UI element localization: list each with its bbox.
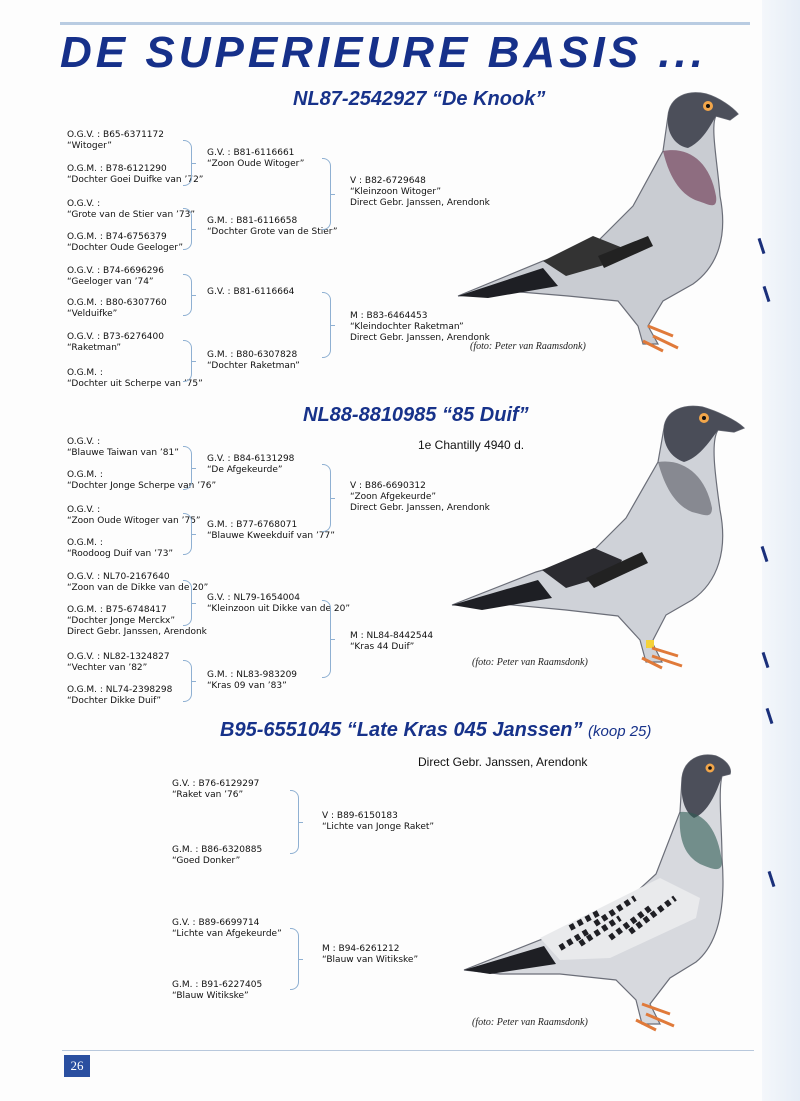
pedigree-entry: O.G.M. : “Roodoog Duif van ’73” <box>67 538 174 559</box>
footer-rule <box>62 1050 754 1051</box>
race-result-note: 1e Chantilly 4940 d. <box>418 438 525 452</box>
pedigree-entry: O.G.V. : NL82-1324827 “Vechter van ’82” <box>67 652 170 673</box>
pedigree-entry: O.G.M. : “Dochter Jonge Scherpe van ’76” <box>67 470 217 491</box>
bracket <box>183 274 192 316</box>
pedigree-entry: G.V. : B84-6131298 “De Afgekeurde” <box>207 454 295 475</box>
pedigree-entry: O.G.V. : “Grote van de Stier van ’73” <box>67 199 195 220</box>
pedigree-entry: O.G.V. : B73-6276400 “Raketman” <box>67 332 164 353</box>
pedigree-entry: O.G.V. : “Zoon Oude Witoger van ’75” <box>67 505 201 526</box>
pedigree-entry: G.V. : B76-6129297 “Raket van ’76” <box>172 779 260 800</box>
pigeon-title-1: NL87-2542927 “De Knook” <box>293 88 546 110</box>
photo-credit: (foto: Peter van Raamsdonk) <box>472 1017 588 1028</box>
pigeon-photo <box>446 400 752 672</box>
pedigree-entry: O.G.M. : B74-6756379 “Dochter Oude Geeloger” <box>67 232 184 253</box>
page-title: DE SUPERIEURE BASIS ... <box>60 22 750 81</box>
pedigree-entry: O.G.M. : B80-6307760 “Velduifke” <box>67 298 167 319</box>
pedigree-entry: O.G.V. : “Blauwe Taiwan van ’81” <box>67 437 179 458</box>
photo-credit: (foto: Peter van Raamsdonk) <box>470 341 586 352</box>
bracket <box>183 446 192 490</box>
pedigree-entry: V : B89-6150183 “Lichte van Jonge Raket” <box>322 811 435 832</box>
pedigree-entry: M : B83-6464453 “Kleindochter Raketman” Direct Gebr. Janssen, Arendonk <box>350 311 490 343</box>
pedigree-entry: O.G.M. : B78-6121290 “Dochter Goei Duifke van ’72” <box>67 164 204 185</box>
pedigree-entry: O.G.V. : B65-6371172 “Witoger” <box>67 130 164 151</box>
pedigree-entry: G.V. : B81-6116664 <box>207 287 295 297</box>
pedigree-entry: G.V. : B89-6699714 “Lichte van Afgekeurde” <box>172 918 282 939</box>
pigeon-photo <box>460 748 740 1038</box>
pedigree-entry: G.M. : NL83-983209 “Kras 09 van ’83” <box>207 670 298 691</box>
pedigree-entry: O.G.M. : “Dochter uit Scherpe van ’75” <box>67 368 203 389</box>
page-number: 26 <box>64 1055 90 1077</box>
pigeon-title-2: NL88-8810985 “85 Duif” <box>303 404 529 426</box>
pedigree-entry: G.M. : B80-6307828 “Dochter Raketman” <box>207 350 300 371</box>
bracket <box>183 340 192 382</box>
pedigree-entry: G.V. : NL79-1654004 “Kleinzoon uit Dikke van de 20” <box>207 593 350 614</box>
pedigree-entry: M : NL84-8442544 “Kras 44 Duif” <box>350 631 434 652</box>
pedigree-entry: G.M. : B86-6320885 “Goed Donker” <box>172 845 263 866</box>
bracket <box>290 790 299 854</box>
photo-credit: (foto: Peter van Raamsdonk) <box>472 657 588 668</box>
bracket <box>290 928 299 990</box>
pedigree-entry: M : B94-6261212 “Blauw van Witikske” <box>322 944 419 965</box>
bracket <box>183 140 192 186</box>
bracket <box>183 208 192 250</box>
pedigree-entry: O.G.V. : NL70-2167640 “Zoon van de Dikke van de 20” <box>67 572 209 593</box>
bracket <box>322 158 331 230</box>
pedigree-entry: O.G.M. : B75-6748417 “Dochter Jonge Merckx” Direct Gebr. Janssen, Arendonk <box>67 605 207 637</box>
bracket <box>322 600 331 678</box>
bracket <box>183 580 192 626</box>
page-edge <box>762 0 800 1101</box>
pedigree-entry: G.M. : B81-6116658 “Dochter Grote van de Stier” <box>207 216 338 237</box>
bracket <box>183 513 192 555</box>
pedigree-entry: O.G.M. : NL74-2398298 “Dochter Dikke Duif” <box>67 685 173 706</box>
pedigree-entry: G.V. : B81-6116661 “Zoon Oude Witoger” <box>207 148 305 169</box>
pedigree-entry: G.M. : B77-6768071 “Blauwe Kweekduif van ’77” <box>207 520 335 541</box>
origin-note: Direct Gebr. Janssen, Arendonk <box>418 755 588 769</box>
bracket <box>322 292 331 358</box>
pedigree-entry: G.M. : B91-6227405 “Blauw Witikske” <box>172 980 263 1001</box>
bracket <box>183 660 192 702</box>
bracket <box>322 464 331 532</box>
pedigree-entry: O.G.V. : B74-6696296 “Geeloger van ’74” <box>67 266 164 287</box>
pedigree-entry: V : B82-6729648 “Kleinzoon Witoger” Direct Gebr. Janssen, Arendonk <box>350 176 490 208</box>
pigeon-photo <box>448 86 748 356</box>
pigeon-title-3: B95-6551045 “Late Kras 045 Janssen” (koop 25) <box>220 719 652 741</box>
pedigree-entry: V : B86-6690312 “Zoon Afgekeurde” Direct Gebr. Janssen, Arendonk <box>350 481 490 513</box>
